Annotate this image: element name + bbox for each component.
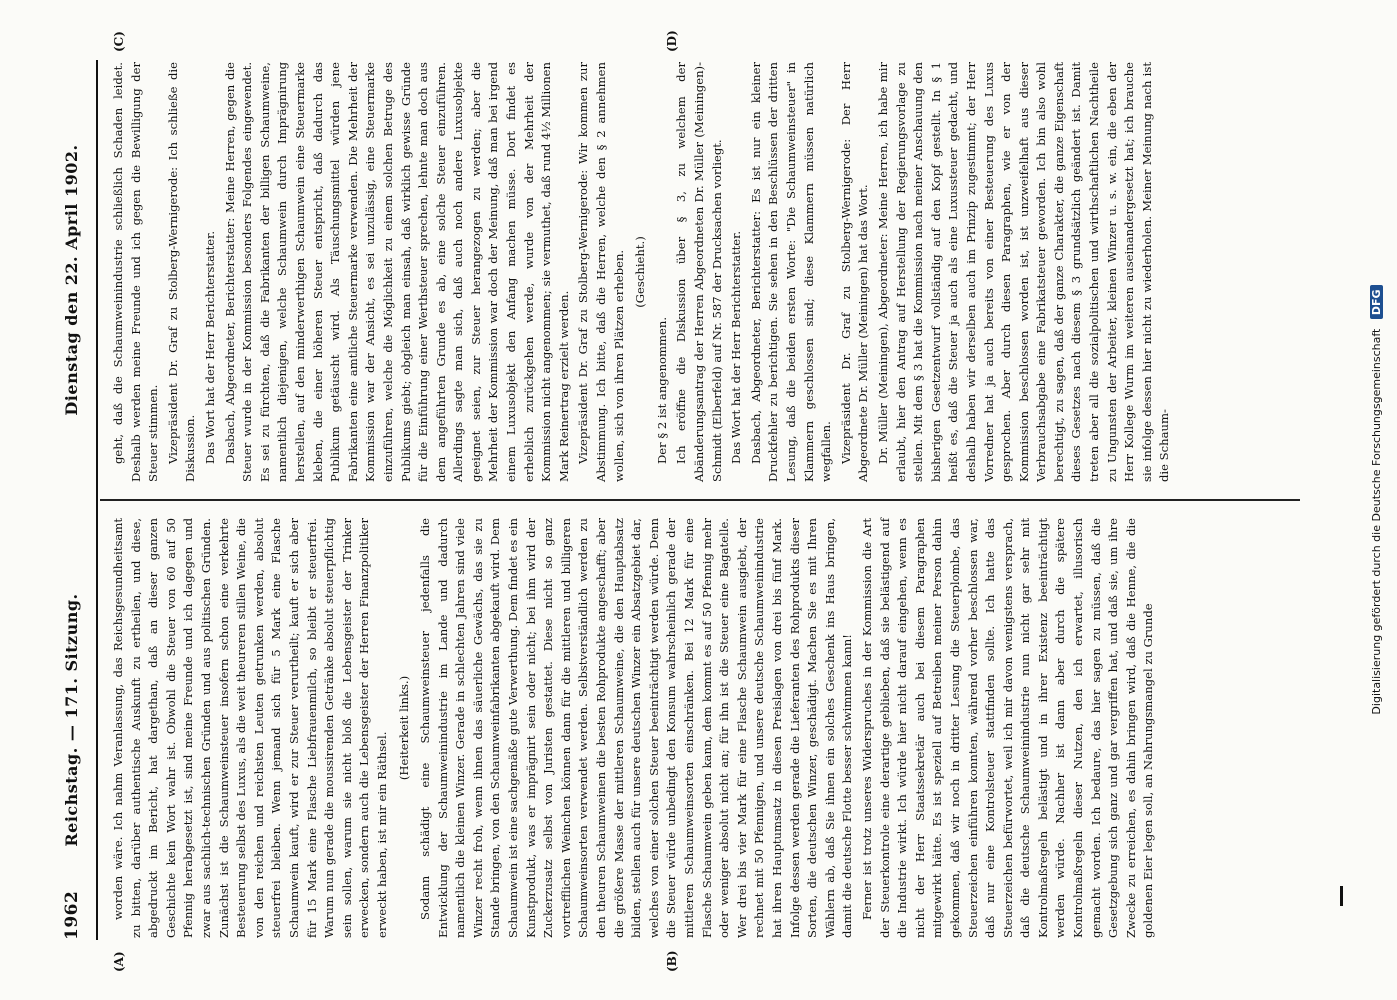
right-column xyxy=(110,62,1176,482)
paragraph: Vizepräsident Dr. Graf zu Stolberg-Wernigerode: Wir kommen zur Abstimmung. Ich bitte, daß die Herren, welche den § 2 annehmen wollen, sich von ihren Plätzen erheben. xyxy=(576,62,626,482)
paragraph: Das Wort hat der Herr Berichterstatter. xyxy=(729,230,744,464)
margin-marker-b: (B) xyxy=(665,950,679,972)
margin-marker-a: (A) xyxy=(112,951,126,972)
page-number: 1962 xyxy=(62,890,82,940)
paragraph: Vizepräsident Dr. Graf zu Stolberg-Wernigerode: Ich schließe die Diskussion. xyxy=(165,62,198,482)
paragraph: Ferner ist trotz unseres Widerspruches in der Kommission die Art der Steuerkontrole eine derartige geblieben, daß sie belästigend auf die Industrie wirkt. Ich würde hier nicht darauf eingehen, wenn es nicht der Herr Staatssekretär auch bei diesem Paragraphen mitgewirkt hätte. Es ist speziell auf Betreiben meiner Person dahin gekommen, daß wir noch in dritter Lesung die Steuerplombe, das Steuerzeichen einführen konnten, während vorher beschlossen war, daß nur eine Kontrolsteuer stattfinden sollte. Ich hatte das Steuerzeichen befürwortet, weil ich mir davon wenigstens versprach, daß die deutsche Schaumweinindustrie nun nicht gar sehr mit Kontrolmaßregeln belästigt und in ihrer Existenz beeinträchtigt werden würde. Nachher ist dann aber durch die spätere Kontrolmaßregeln dieser Nutzen, den ich erwartet, illusorisch gemacht worden. Ich bedaure, das hier sagen zu müssen, daß die Gesetzgebung sich ganz und gar vergriffen hat, und daß sie, um ihre Zwecke zu erreichen, es dahin bringen wird, daß die Henne, die die goldenen Eier legen soll, an Nahrungsmangel zu Grunde xyxy=(859,518,1156,938)
credit-text: Digitalisierung gefördert durch die Deutsche Forschungsgemeinschaft xyxy=(1370,328,1383,715)
margin-marker-d: (D) xyxy=(665,30,679,52)
paragraph: worden wäre. Ich nahm Veranlassung, das Reichsgesundheitsamt zu bitten, darüber authentische Auskunft zu ertheilen, und diese, abgedruckt im Bericht, hat dargethan, daß an dieser ganzen Geschichte kein Wort wahr ist. Obwohl die Steuer von 60 auf 50 Pfennig herabgesetzt ist, sind meine Freunde und ich dagegen und zwar aus sachlich-technischen Gründen und aus politischen Gründen. Zunächst ist die Schaumweinsteuer insofern schon eine verkehrte Besteuerung selbst des Luxus, als die weit theureren stillen Weine, die von den reichen und reichsten Leuten getrunken werden, absolut steuerfrei bleiben. Wenn jemand sich für 5 Mark eine Flasche Schaumwein kauft, wird er zur Steuer verurtheilt; kauft er sich aber für 15 Mark eine Flasche Liebfrauenmilch, so bleibt er steuerfrei. Warum nun gerade die moussirenden Getränke absolut steuerpflichtig sein sollen, warum sie nicht bloß die Lebensgeister der Trinker erwecken, sondern auch die Lebensgeister der Herren Finanzpolitiker erweckt haben, ist mir ein Räthsel. xyxy=(111,518,389,938)
header-left-title: Reichstag. — 171. Sitzung. xyxy=(62,593,81,847)
paragraph: Vizepräsident Dr. Graf zu Stolberg-Wernigerode: Der Herr Abgeordnete Dr. Müller (Meiningen) hat das Wort. xyxy=(838,62,871,482)
paragraph: Dasbach, Abgeordneter, Berichterstatter: Es ist nur ein kleiner Druckfehler zu berichtigen. Sie sehen in den Beschlüssen der dritten Lesung, daß die beiden ersten Worte: "Die Schaumweinsteuer" in Klammern geschlossen sind; diese Klammern müssen natürlich wegfallen. xyxy=(748,62,834,482)
paragraph: (Heiterkeit links.) xyxy=(396,675,411,781)
paragraph: Dasbach, Abgeordneter, Berichterstatter: Meine Herren, gegen die Steuer wurde in der Kommission besonders Folgendes eingewendet. Es sei zu fürchten, daß die Fabrikanten der billigen Schaumweine, namentlich diejenigen, welche Schaumwein durch Imprägnirung herstellen, auf den minderwerthigen Schaumwein eine Steuermarke kleben, die einer höheren Steuer entspricht, daß dadurch das Publikum getäuscht wird. Als Täuschungsmittel würden jene Fabrikanten eine amtliche Steuermarke verwenden. Die Mehrheit der Kommission war der Ansicht, es sei unzulässig, eine Steuermarke einzuführen, welche die Möglichkeit zu einem solchen Betruge des Publikums giebt; obgleich man einsah, daß wirklich gewisse Gründe für die Einführung einer Werthsteuer sprechen, lehnte man doch aus dem angeführten Grunde es ab, eine solche Steuer einzuführen. Allerdings sagte man sich, daß auch noch andere Luxusobjekte geeignet seien, zur Steuer herangezogen zu werden; aber die Mehrheit der Kommission war doch der Meinung, daß man bei irgend einem Luxusobjekt den Anfang machen müsse. Dort findet es erheblich zurückgehen werde, wurde von der Mehrheit der Kommission nicht angenommen; sie vermuthet, daß rund 4½ Millionen Mark Reinertrag erzielt werden. xyxy=(222,62,571,482)
paragraph: Dr. Müller (Meiningen), Abgeordneter: Meine Herren, ich habe mir erlaubt, hier den Antrag auf Herstellung der Regierungsvorlage zu stellen. Mit dem § 3 hat die Kommission nach meiner Anschauung den bisherigen Gesetzentwurf vollständig auf den Kopf gestellt. In § 1 heißt es, daß die Steuer ja auch als eine Luxussteuer gedacht, und deshalb haben wir derselben auch im Prinzip zugestimmt; der Herr Vorredner hat ja auch bereits von einer Besteuerung des Luxus gesprochen. Aber durch diesen Paragraphen, wie er von der Kommission beschlossen worden ist, ist unzweifelhaft aus dieser Verbrauchsabgabe eine Fabrikatsteuer geworden. Ich bin also wohl berechtigt, zu sagen, daß der ganze Charakter, die ganze Eigenschaft dieses Gesetzes nach diesem § 3 grundsätzlich geändert ist. Damit treten aber all die sozialpolitischen und wirthschaftlichen Nachtheile zu Ungunsten der Arbeiter, kleinen Winzer u. s. w. ein, die eben der Herr Kollege Wurm im weiteren auseinandergesetzt hat; ich brauche sie infolge dessen hier nicht zu wiederholen. Meiner Meinung nach ist die Schaum- xyxy=(875,62,1172,482)
paragraph: Der § 2 ist angenommen. xyxy=(654,316,669,464)
margin-marker-c: (C) xyxy=(112,31,126,52)
header-right-title: Dienstag den 22. April 1902. xyxy=(62,144,81,416)
paragraph: Das Wort hat der Herr Berichterstatter. xyxy=(202,230,217,464)
edge-mark xyxy=(1340,886,1343,906)
paragraph: Sodann schädigt eine Schaumweinsteuer jedenfalls die Entwicklung der Schaumweinindustrie im Lande und dadurch namentlich die kleinen Winzer. Gerade in schlechten Jahren sind viele Winzer recht froh, wenn ihnen das säuerliche Gewächs, das sie zu Stande bringen, von den Schaumweinfabrikanten abgekauft wird. Dem Schaumwein ist eine sachgemäße gute Verwerthung. Dem findet es ein Kunstprodukt, was er imprägnirt sein oder nicht; bei ihm wird der Zuckerzusatz selbst von Juristen gestattet. Diese nicht so ganz vortrefflichen Weinchen können dann für die mittleren und billigeren Schaumweinsorten verwendet werden. Selbstverständlich werden zu den theuren Schaumweinen die besten Rohprodukte angeschafft; aber die größere Masse der mittleren Schaumweine, die den Hauptabsatz bilden, stellen auch für unsere deutschen Winzer ein Absatzgebiet dar, welches von einer solchen Steuer beeinträchtigt werden würde. Denn die Steuer würde unbedingt den Konsum wahrscheinlich gerade der mittleren Schaumweinsorten einschränken. Bei 12 Mark für eine Flasche Schaumwein geben kann, dem kommt es auf 50 Pfennig mehr oder weniger absolut nicht an; für ihn ist die Steuer eine Bagatelle. Wer drei bis vier Mark für eine Flasche Schaumwein ausgiebt, der rechnet mit 50 Pfennigen, und unsere deutsche Schaumweinindustrie hat ihren Hauptumsatz in diesen Preislagen von drei bis fünf Mark. Infolge dessen werden gerade die Lieferanten des Rohprodukts dieser Sorten, die deutschen Winzer, geschädigt. Machen Sie es mit Ihren Wählern ab, daß Sie ihnen ein solches Geschenk ins Haus bringen, damit die deutsche Flotte besser schwimmen kann! xyxy=(418,518,855,938)
paragraph: geht, daß die Schaumweinindustrie schließlich Schaden leidet. Deshalb werden meine Freunde und ich gegen die Bewilligung der Steuer stimmen. xyxy=(111,62,161,482)
digitization-credit xyxy=(1370,0,1383,1000)
dfg-logo: DFG xyxy=(1370,285,1383,319)
header-rule xyxy=(96,60,98,940)
column-divider xyxy=(100,499,1300,501)
paragraph: (Geschieht.) xyxy=(633,236,648,308)
paragraph: Ich eröffne die Diskussion über § 3, zu welchem der Abänderungsantrag der Herren Abgeordneten Dr. Müller (Meiningen)-Schmidt (Elberfeld) auf Nr. 587 der Drucksachen vorliegt. xyxy=(674,62,724,482)
left-column xyxy=(110,518,1160,938)
